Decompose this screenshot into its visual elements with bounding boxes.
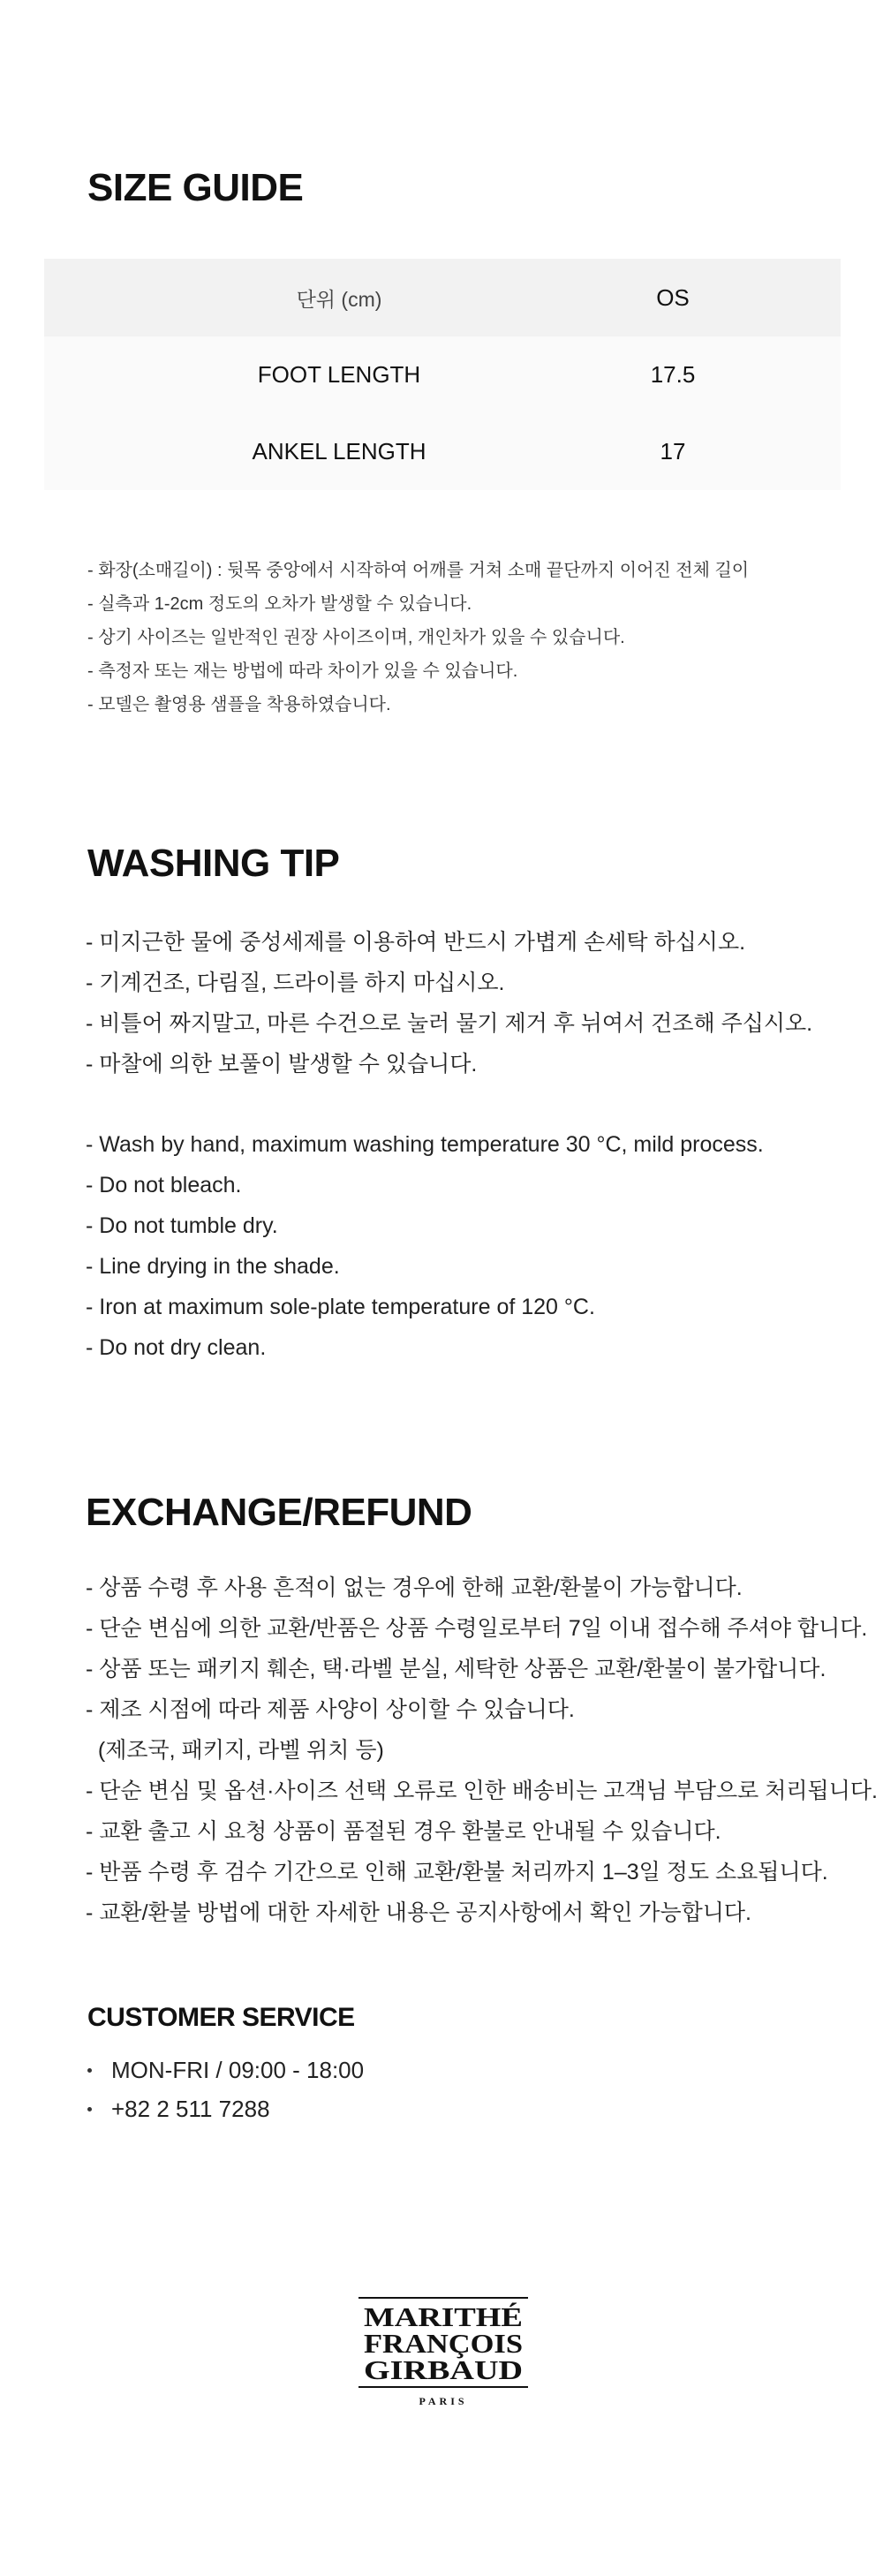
list-item: - 반품 수령 후 검수 기간으로 인해 교환/환불 처리까지 1–3일 정도 소요됩니다. bbox=[86, 1860, 828, 1885]
list-item: - 기계건조, 다림질, 드라이를 하지 마십시오. bbox=[86, 971, 505, 995]
list-item: - 상기 사이즈는 일반적인 권장 사이즈이며, 개인차가 있을 수 있습니다. bbox=[87, 628, 625, 647]
logo-line-2: FRANÇOIS bbox=[364, 2328, 523, 2359]
list-item: - 단순 변심 및 옵션·사이즈 선택 오류로 인한 배송비는 고객님 부담으로 처리됩니다. bbox=[86, 1779, 878, 1803]
list-item: - Wash by hand, maximum washing temperature 30 °C, mild process. bbox=[86, 1132, 764, 1157]
size-table-unit-header: 단위 (cm) bbox=[296, 287, 382, 311]
table-row bbox=[44, 336, 841, 413]
list-item: - Do not dry clean. bbox=[86, 1335, 267, 1360]
table-row bbox=[44, 413, 841, 490]
list-item: - 제조 시점에 따라 제품 사양이 상이할 수 있습니다. bbox=[86, 1697, 575, 1722]
list-item: - 교환 출고 시 요청 상품이 품절된 경우 환불로 안내될 수 있습니다. bbox=[86, 1819, 721, 1844]
list-item: - 측정자 또는 재는 방법에 따라 차이가 있을 수 있습니다. bbox=[87, 661, 518, 681]
list-item: - Do not tumble dry. bbox=[86, 1213, 278, 1238]
list-item: - 비틀어 짜지말고, 마른 수건으로 눌러 물기 제거 후 뉘여서 건조해 주십시오. bbox=[86, 1011, 813, 1036]
list-item: - Do not bleach. bbox=[86, 1173, 242, 1197]
customer-service-title: CUSTOMER SERVICE bbox=[87, 2003, 355, 2032]
size-table bbox=[44, 259, 841, 490]
brand-logo bbox=[358, 2296, 528, 2409]
size-table-measure-value: 17.5 bbox=[650, 361, 696, 388]
list-item: - 마찰에 의한 보풀이 발생할 수 있습니다. bbox=[86, 1052, 478, 1076]
logo-city: PARIS bbox=[419, 2395, 468, 2407]
list-item: - Iron at maximum sole-plate temperature of 120 °C. bbox=[86, 1295, 595, 1319]
bullet-icon bbox=[87, 2068, 92, 2073]
exchange-refund-list bbox=[86, 1568, 878, 1933]
list-item: - 상품 또는 패키지 훼손, 택·라벨 분실, 세탁한 상품은 교환/환불이 불가합니다. bbox=[86, 1657, 826, 1681]
exchange-refund-title: EXCHANGE/REFUND bbox=[86, 1491, 472, 1534]
size-table-measure-label: FOOT LENGTH bbox=[257, 361, 421, 388]
washing-tip-english-list bbox=[86, 1124, 764, 1368]
list-item: - Line drying in the shade. bbox=[86, 1254, 340, 1279]
logo-line-3: GIRBAUD bbox=[364, 2354, 523, 2385]
customer-service-phone-text: +82 2 511 7288 bbox=[111, 2096, 270, 2122]
list-item: - 화장(소매길이) : 뒷목 중앙에서 시작하여 어깨를 거쳐 소매 끝단까지 이어진 전체 길이 bbox=[87, 561, 750, 580]
size-table-measure-value: 17 bbox=[660, 438, 686, 465]
list-item: - 모델은 촬영용 샘플을 착용하였습니다. bbox=[87, 695, 391, 714]
customer-service-hours-text: MON-FRI / 09:00 - 18:00 bbox=[111, 2057, 365, 2083]
washing-tip-korean-list bbox=[86, 922, 812, 1084]
list-item: (제조국, 패키지, 라벨 위치 등) bbox=[86, 1738, 384, 1763]
list-item: - 미지근한 물에 중성세제를 이용하여 반드시 가볍게 손세탁 하십시오. bbox=[86, 930, 746, 955]
size-table-header-row bbox=[44, 259, 841, 336]
list-item: - 실측과 1-2cm 정도의 오차가 발생할 수 있습니다. bbox=[87, 594, 472, 614]
list-item: - 단순 변심에 의한 교환/반품은 상품 수령일로부터 7일 이내 접수해 주셔야 합니다. bbox=[86, 1616, 868, 1641]
customer-service-phone[interactable] bbox=[86, 2089, 364, 2128]
customer-service-hours bbox=[86, 2051, 364, 2089]
washing-tip-title: WASHING TIP bbox=[87, 842, 340, 885]
size-guide-title: SIZE GUIDE bbox=[87, 166, 304, 209]
size-table-measure-label: ANKEL LENGTH bbox=[252, 438, 426, 465]
list-item: - 상품 수령 후 사용 흔적이 없는 경우에 한해 교환/환불이 가능합니다. bbox=[86, 1575, 743, 1600]
customer-service-list bbox=[86, 2051, 364, 2128]
logo-line-1: MARITHÉ bbox=[364, 2301, 523, 2332]
bullet-icon bbox=[87, 2107, 92, 2111]
size-notes-list bbox=[87, 554, 749, 721]
list-item: - 교환/환불 방법에 대한 자세한 내용은 공지사항에서 확인 가능합니다. bbox=[86, 1900, 751, 1925]
size-table-size-header: OS bbox=[656, 283, 690, 311]
